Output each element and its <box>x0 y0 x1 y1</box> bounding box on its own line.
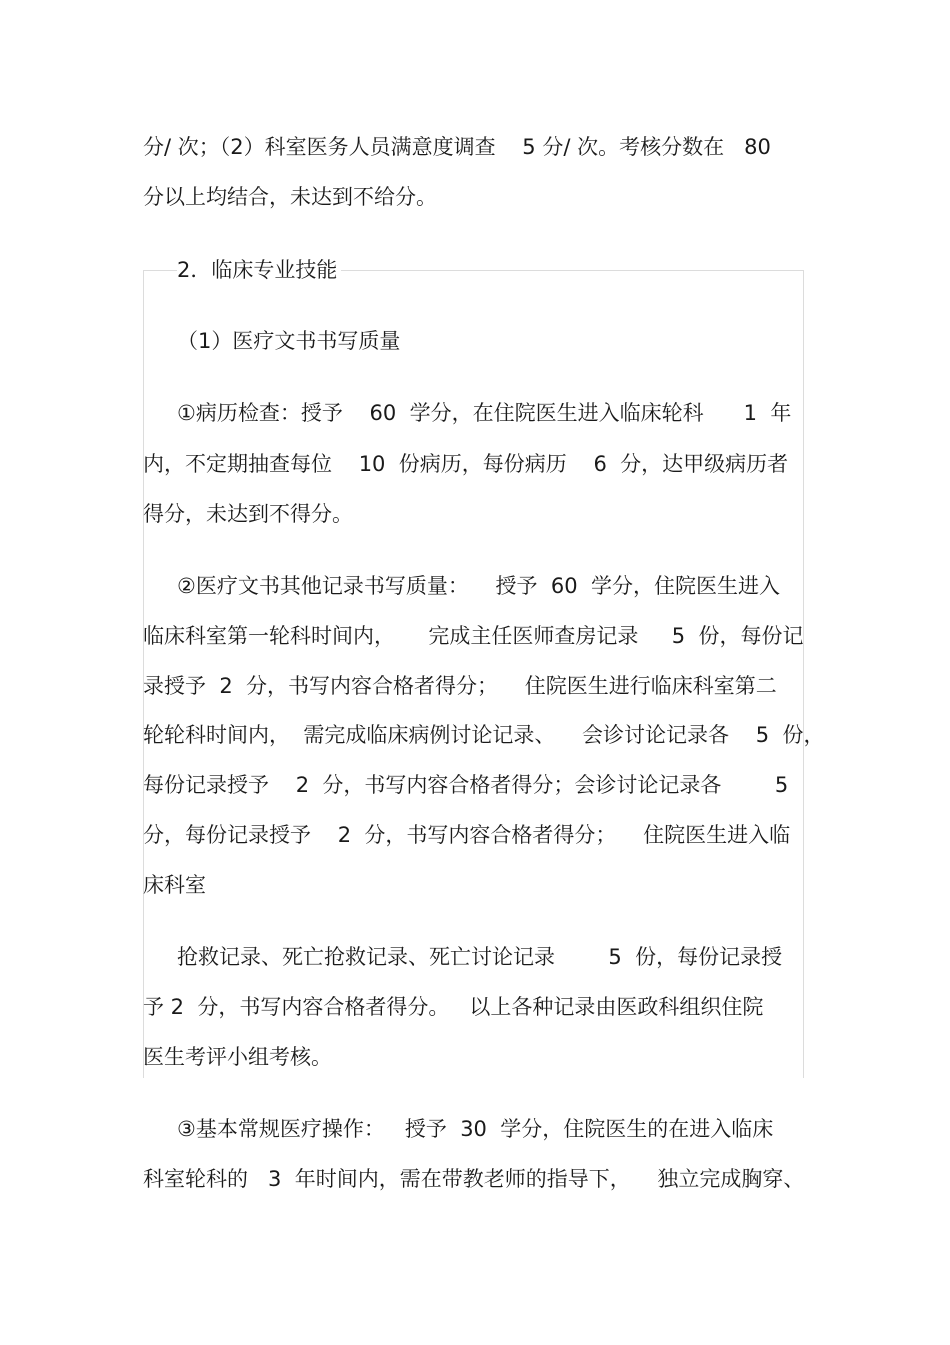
paragraph-line: 抢救记录、死亡抢救记录、死亡讨论记录 5 份，每份记录授 <box>177 945 783 969</box>
paragraph-line: 医生考评小组考核。 <box>143 1045 332 1069</box>
paragraph-line: 每份记录授予 2 分，书写内容合格者得分；会诊讨论记录各 5 <box>143 773 789 797</box>
paragraph-line: ①病历检查：授予 60 学分，在住院医生进入临床轮科 1 年 <box>177 401 792 425</box>
paragraph-line: 床科室 <box>143 873 206 897</box>
paragraph-line: ③基本常规医疗操作： 授予 30 学分，住院医生的在进入临床 <box>177 1117 774 1141</box>
paragraph-line: 予 2 分，书写内容合格者得分。 以上各种记录由医政科组织住院 <box>143 995 764 1019</box>
paragraph-line: 分以上均结合，未达到不给分。 <box>143 185 437 209</box>
paragraph-line: 临床科室第一轮科时间内， 完成主任医师查房记录 5 份，每份记 <box>143 624 804 648</box>
paragraph-line: 得分，未达到不得分。 <box>143 502 353 526</box>
paragraph-line: 分，每份记录授予 2 分，书写内容合格者得分； 住院医生进入临 <box>143 823 791 847</box>
section-heading: 2．临床专业技能 <box>177 257 341 283</box>
paragraph-line: 科室轮科的 3 年时间内，需在带教老师的指导下， 独立完成胸穿、 <box>143 1167 805 1191</box>
paragraph-line: 轮轮科时间内， 需完成临床病例讨论记录、 会诊讨论记录各 5 份， <box>143 723 825 747</box>
paragraph-line: 分/ 次；（2）科室医务人员满意度调查 5 分/ 次。考核分数在 80 <box>143 135 771 159</box>
paragraph-line: ②医疗文书其他记录书写质量： 授予 60 学分，住院医生进入 <box>177 574 780 598</box>
paragraph-line: 内，不定期抽查每位 10 份病历，每份病历 6 分，达甲级病历者 <box>143 452 789 476</box>
subsection-heading: （1）医疗文书书写质量 <box>177 329 401 353</box>
paragraph-line: 录授予 2 分，书写内容合格者得分； 住院医生进行临床科室第二 <box>143 674 777 698</box>
